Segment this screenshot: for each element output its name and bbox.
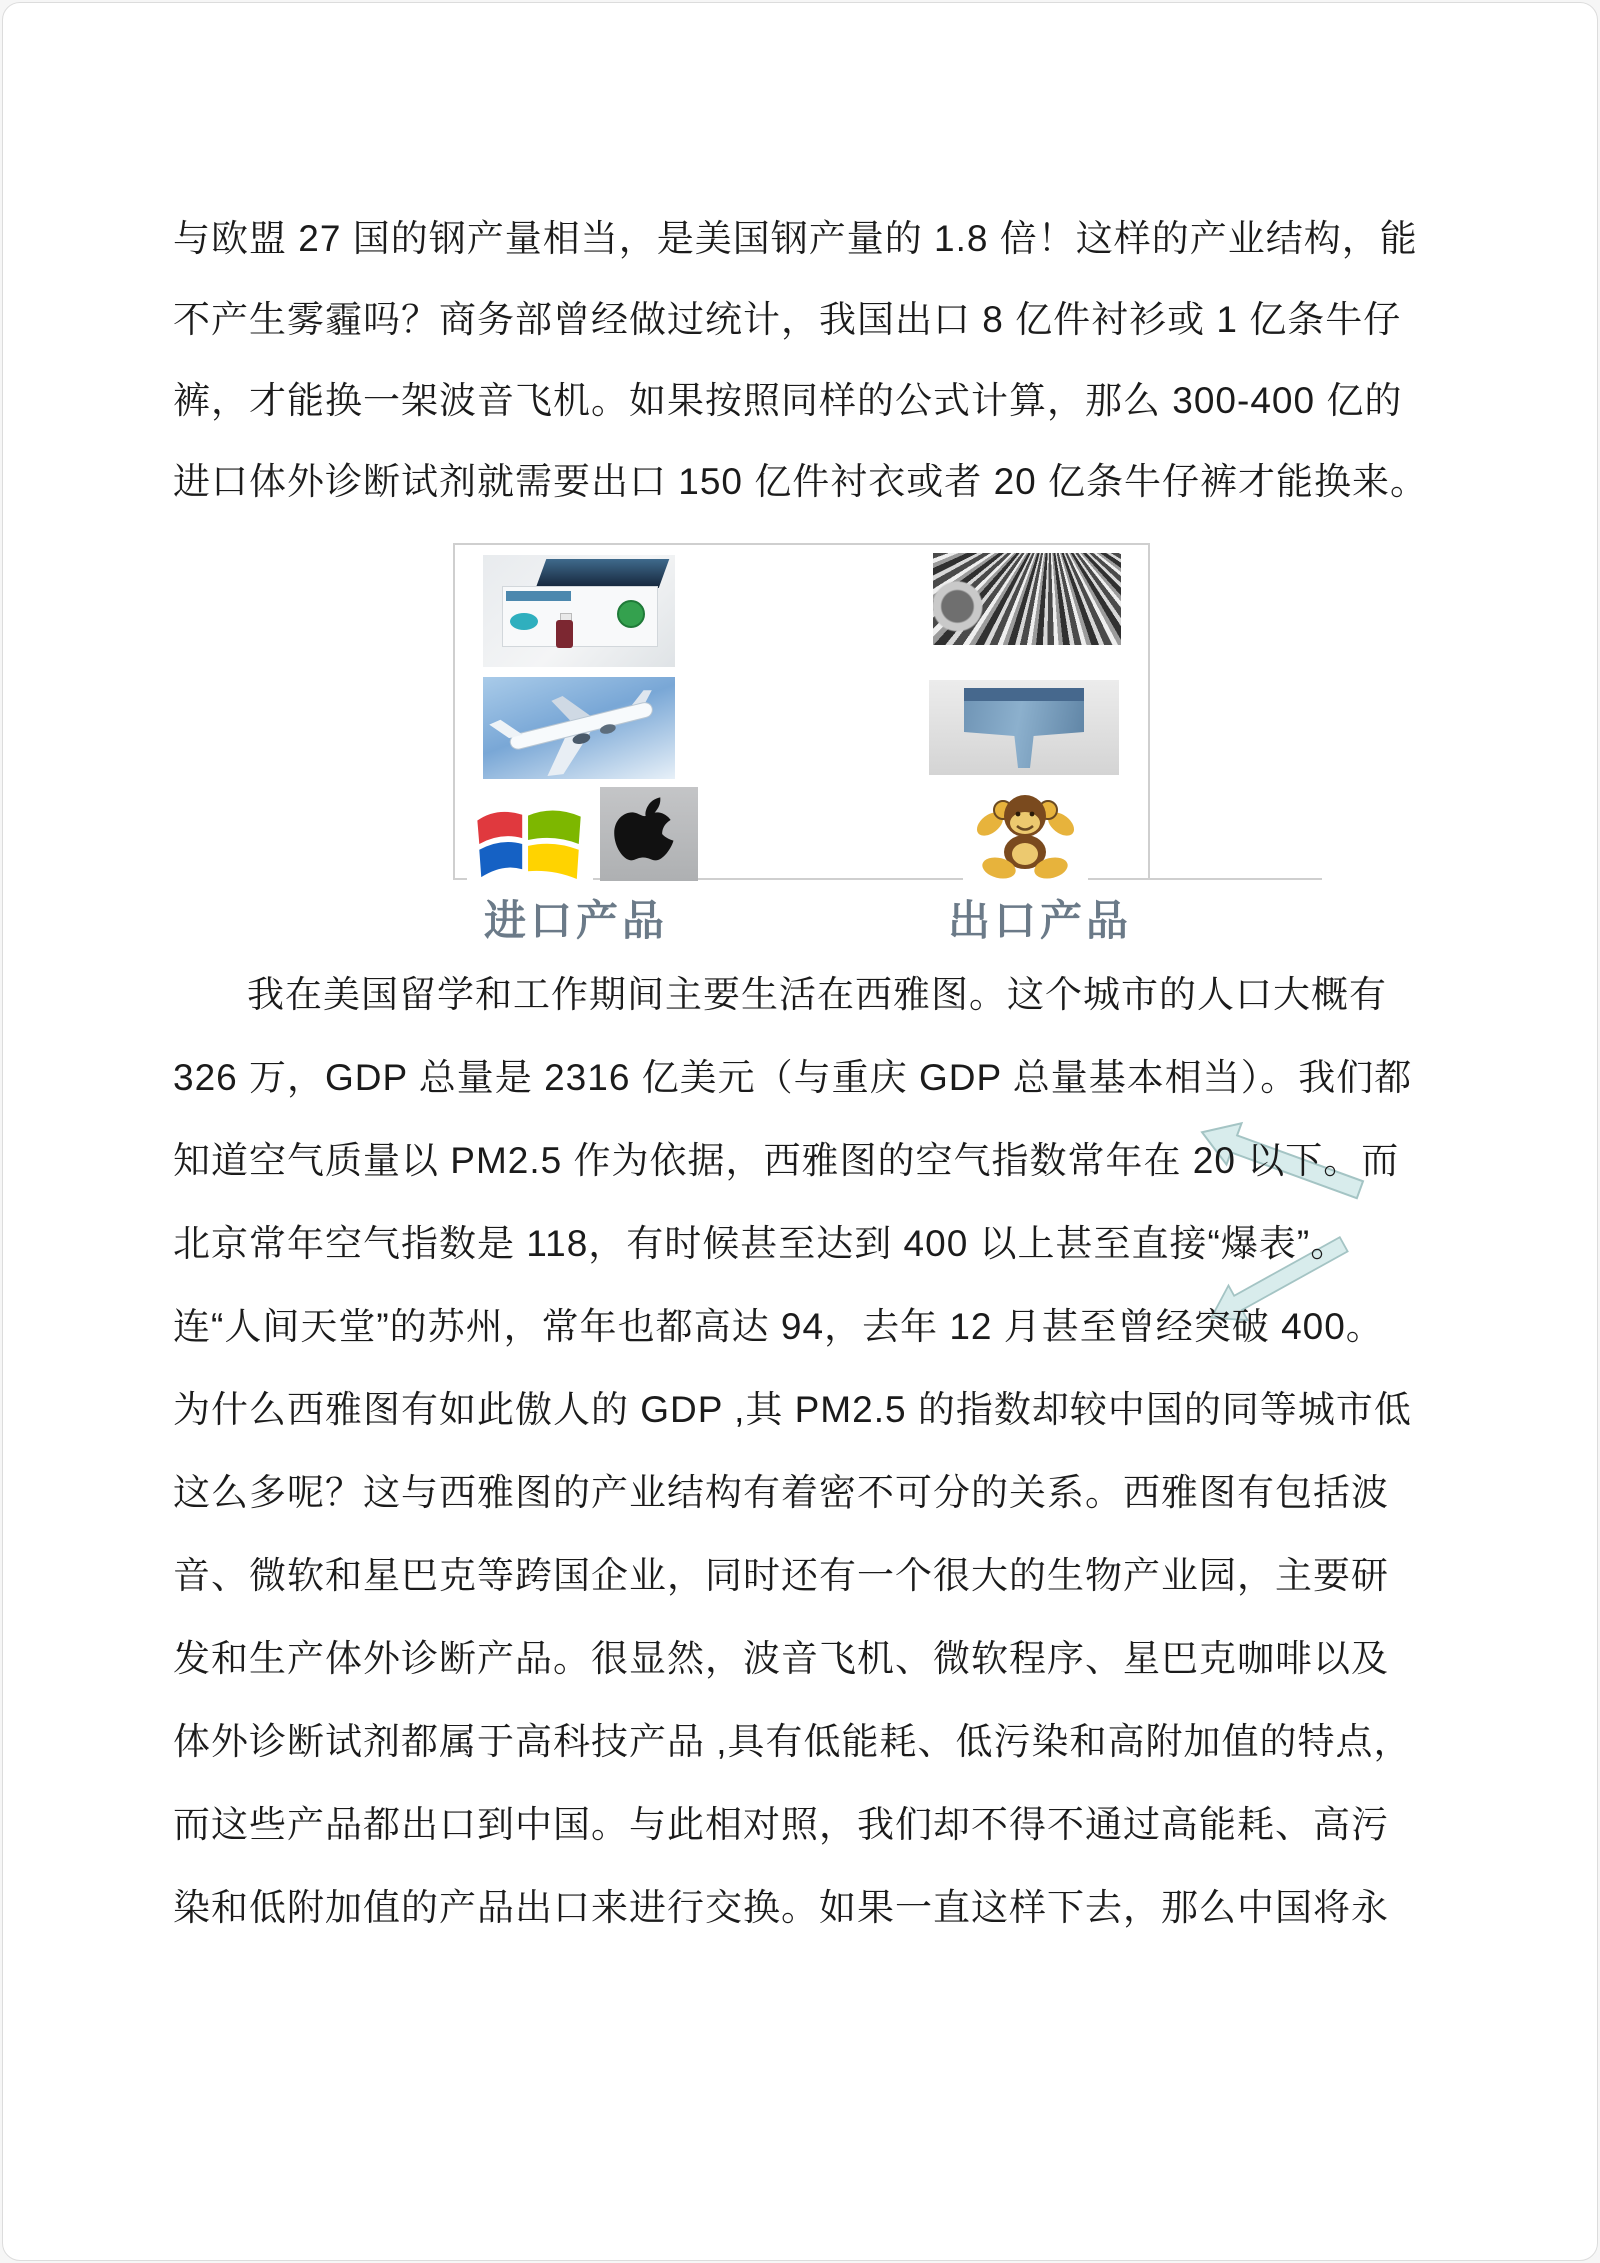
import-products-label: 进口产品 — [483, 897, 668, 944]
figure-border-extension — [1150, 878, 1322, 880]
plush-monkey-image — [963, 788, 1088, 880]
body-text-line: 体外诊断试剂都属于高科技产品 ,具有低能耗、低污染和高附加值的特点， — [173, 1721, 1412, 1762]
body-text-line: 我在美国留学和工作期间主要生活在西雅图。这个城市的人口大概有 — [247, 974, 1387, 1015]
paragraph-1 — [173, 198, 1441, 522]
steel-pipes-image — [933, 553, 1121, 645]
import-export-figure — [453, 543, 1150, 880]
body-text-line: 发和生产体外诊断产品。很显然，波音飞机、微软程序、星巴克咖啡以及 — [173, 1638, 1389, 1679]
diagnostic-kit-image — [483, 555, 675, 667]
body-text-line: 知道空气质量以 PM2.5 作为依据，西雅图的空气指数常年在 20 以下。而 — [173, 1140, 1400, 1181]
kit-red-bottle — [556, 620, 573, 648]
airplane-image — [483, 677, 675, 779]
kit-label-strip — [506, 591, 571, 601]
airplane-icon — [483, 677, 675, 779]
body-text-line: 裤，才能换一架波音飞机。如果按照同样的公式计算，那么 300-400 亿的 — [173, 380, 1403, 421]
document-page — [2, 2, 1598, 2261]
body-text-line: 音、微软和星巴克等跨国企业，同时还有一个很大的生物产业园，主要研 — [173, 1555, 1389, 1596]
body-text-line: 连“人间天堂”的苏州，常年也都高达 94，去年 12 月甚至曾经突破 400。 — [173, 1306, 1384, 1347]
apple-logo-icon — [600, 787, 698, 881]
body-text-line: 北京常年空气指数是 118，有时候甚至达到 400 以上甚至直接“爆表”。 — [173, 1223, 1349, 1264]
body-text-line: 染和低附加值的产品出口来进行交换。如果一直这样下去，那么中国将永 — [173, 1887, 1389, 1928]
jeans-image — [929, 680, 1119, 775]
body-text-line: 326 万，GDP 总量是 2316 亿美元（与重庆 GDP 总量基本相当）。我们都 — [173, 1057, 1413, 1098]
body-text-line: 进口体外诊断试剂就需要出口 150 亿件衬衣或者 20 亿条牛仔裤才能换来。 — [173, 461, 1429, 502]
jeans-waistband — [964, 688, 1084, 701]
body-text-line: 而这些产品都出口到中国。与此相对照，我们却不得不通过高能耗、高污 — [173, 1804, 1389, 1845]
paragraph-2 — [173, 953, 1441, 1949]
body-text-line: 为什么西雅图有如此傲人的 GDP ,其 PM2.5 的指数却较中国的同等城市低 — [173, 1389, 1412, 1430]
body-text-line: 不产生雾霾吗？商务部曾经做过统计，我国出口 8 亿件衬衫或 1 亿条牛仔 — [173, 299, 1402, 340]
body-text-line: 与欧盟 27 国的钢产量相当，是美国钢产量的 1.8 倍！这样的产业结构，能 — [173, 218, 1418, 259]
windows-logo-icon — [467, 803, 593, 881]
export-products-label: 出口产品 — [947, 897, 1132, 944]
kit-lid — [535, 559, 668, 588]
kit-green-cap — [617, 600, 645, 628]
body-text-line: 这么多呢？这与西雅图的产业结构有着密不可分的关系。西雅图有包括波 — [173, 1472, 1389, 1513]
